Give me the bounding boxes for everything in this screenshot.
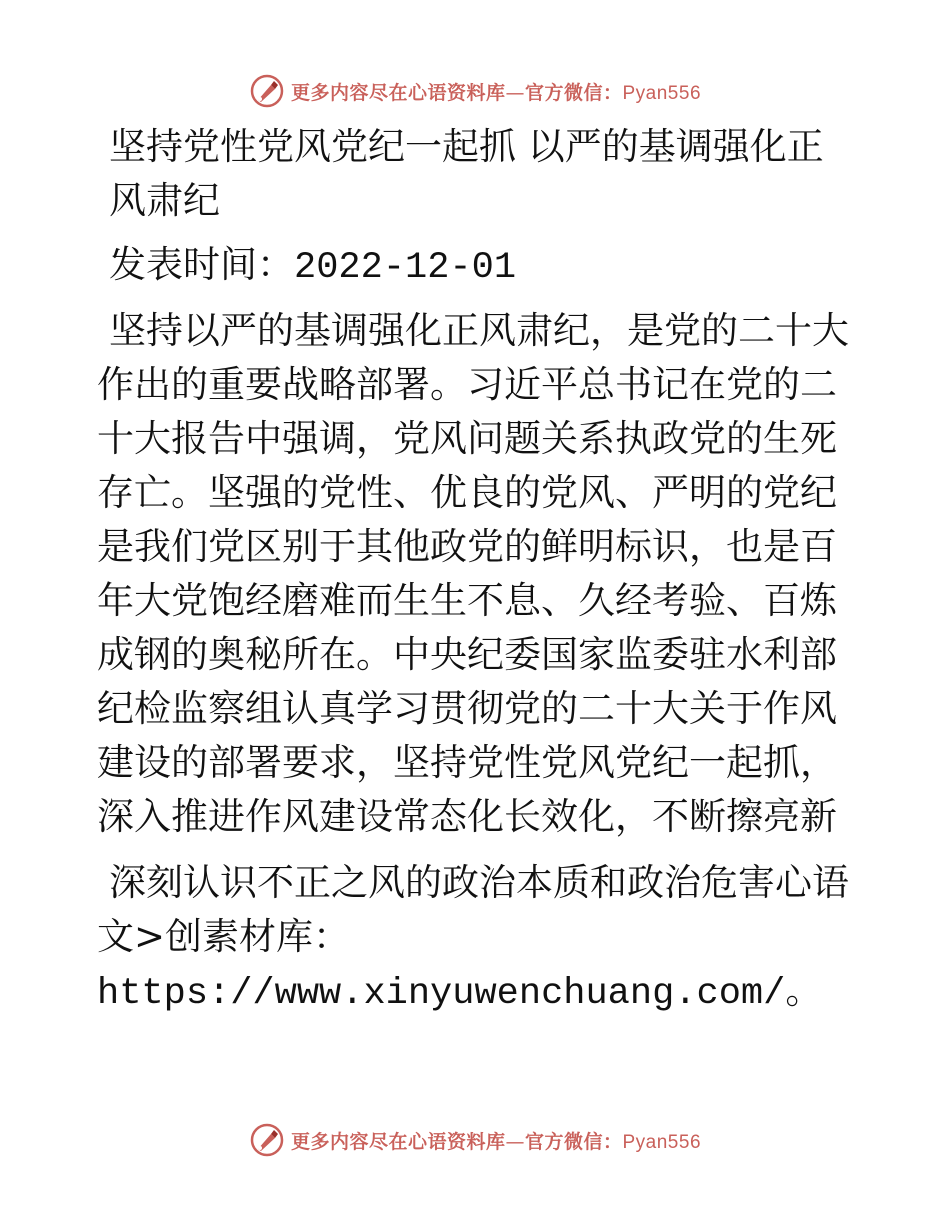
banner-site-name: 更多内容尽在心语资料库 <box>290 81 506 104</box>
banner-contact-label: 官方微信： <box>524 81 623 104</box>
paragraph-2-text: 深刻认识不正之风的政治本质和政治危害心语文>创素材库： <box>97 861 849 958</box>
article-title: 坚持党性党风党纪一起抓 以严的基调强化正风肃纪 <box>109 125 824 222</box>
paragraph-1: 坚持以严的基调强化正风肃纪，是党的二十大作出的重要战略部署。习近平总书记在党的二十大报告中强调，党风问题关系执政党的生死存亡。坚强的党性、优良的党风、严明的党纪是我们党区别于其他政党的鲜明标识，也是百年大党饱经磨难而生生不息、久经考验、百炼成钢的奥秘所在。中央纪委国家监委驻水利部纪检监察组认真学习贯彻党的二十大关于作风建设的部署要求，坚持党性党风党纪一起抓，深入推进作风建设常态化长效化，不断擦亮新 <box>97 309 849 838</box>
banner-text <box>291 1127 701 1154</box>
paragraph-2 <box>97 856 857 1018</box>
pen-logo-icon <box>249 73 285 109</box>
article-body <box>97 120 857 1018</box>
paragraph-2-tail: 。 <box>785 969 823 1012</box>
banner-wechat-id: Pyan556 <box>622 82 702 104</box>
header-watermark-banner <box>0 71 950 111</box>
banner-wechat-id: Pyan556 <box>622 1131 702 1153</box>
banner-site-name: 更多内容尽在心语资料库 <box>290 1130 506 1153</box>
publish-date-value: 2022-12-01 <box>294 247 517 289</box>
pen-logo-icon <box>249 1122 285 1158</box>
publish-date-label: 发表时间： <box>109 243 294 286</box>
paragraph-2-url: https://www.xinyuwenchuang.com/ <box>97 973 786 1015</box>
publish-date <box>97 238 857 292</box>
banner-separator: — <box>505 1130 525 1153</box>
banner-text <box>291 78 701 105</box>
footer-watermark-banner <box>0 1120 950 1160</box>
banner-separator: — <box>505 81 525 104</box>
banner-contact-label: 官方微信： <box>524 1130 623 1153</box>
